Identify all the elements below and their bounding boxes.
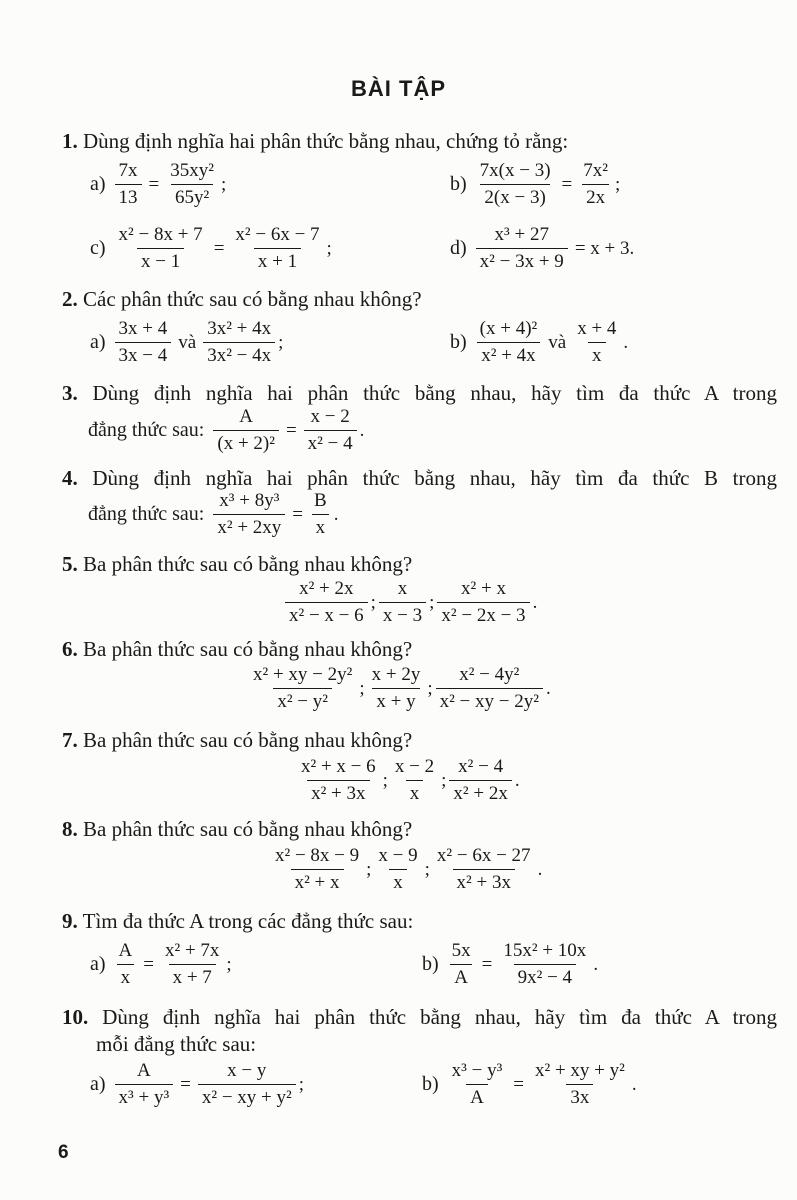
problem-3: 3. Dùng định nghĩa hai phân thức bằng nhau, hãy tìm đa thức A trong bbox=[62, 381, 777, 405]
problem-3-eq: đẳng thức sau: $\frac{A}{\text{(x + 2)²}}$ = $\frac{x - 2}{\text{x² − 4}}$ . bbox=[88, 406, 365, 454]
problem-6-eq: $\frac{\text{x² + xy − 2y²}}{\text{x² − y²}}$ ; $\frac{x + 2y}{x + y}$ ; $\frac{\text{x² − 4y²}}{\text{x² − xy − 2y²}}$ . bbox=[253, 664, 551, 712]
problem-7-eq: $\frac{\text{x² + x − 6}}{\text{x² + 3x}}$ ; $\frac{x - 2}{x}$ ; $\frac{\text{x² − 4}}{\text{x² + 2x}}$ . bbox=[301, 756, 520, 804]
problem-4: 4. Dùng định nghĩa hai phân thức bằng nhau, hãy tìm đa thức B trong bbox=[62, 466, 778, 490]
problem-2: 2. Các phân thức sau có bằng nhau không? bbox=[62, 287, 422, 311]
problem-10: 10. Dùng định nghĩa hai phân thức bằng nhau, hãy tìm đa thức A trong bbox=[62, 1005, 777, 1029]
problem-1c: c) $\frac{\text{x² − 8x + 7}}{x - 1}$ = $\frac{\text{x² − 6x − 7}}{x + 1}$ ; bbox=[90, 224, 332, 272]
problem-10-line2: mỗi đẳng thức sau: bbox=[96, 1032, 257, 1056]
problem-7: 7. Ba phân thức sau có bằng nhau không? bbox=[62, 728, 413, 752]
problem-2a: a) $\frac{3x + 4}{3x - 4}$ và $\frac{\text{3x² + 4x}}{\text{3x² − 4x}}$ ; bbox=[90, 318, 284, 366]
problem-8-eq: $\frac{\text{x² − 8x − 9}}{\text{x² + x}}$ ; $\frac{x - 9}{x}$ ; $\frac{\text{x² − 6x − 27}}{\text{x² + 3x}}$ . bbox=[275, 845, 543, 893]
problem-10b: b) $\frac{\text{x³ − y³}}{A}$ = $\frac{\text{x² + xy + y²}}{3x}$ . bbox=[422, 1060, 637, 1108]
problem-5-eq: $\frac{\text{x² + 2x}}{\text{x² − x − 6}}$ ; $\frac{x}{x - 3}$ ; $\frac{\text{x² + x}}{\text{x² − 2x − 3}}$ . bbox=[282, 578, 537, 627]
page-number: 6 bbox=[58, 1142, 69, 1163]
problem-9b: b) $\frac{5x}{A}$ = $\frac{\text{15x² + 10x}}{\text{9x² − 4}}$ . bbox=[422, 940, 599, 988]
problem-4-eq: đẳng thức sau: $\frac{\text{x³ + 8y³}}{\text{x² + 2xy}}$ = $\frac{B}{x}$ . bbox=[88, 490, 339, 538]
problem-8: 8. Ba phân thức sau có bằng nhau không? bbox=[62, 817, 413, 841]
problem-10a: a) $\frac{A}{\text{x³ + y³}}$ = $\frac{x - y}{\text{x² − xy + y²}}$ ; bbox=[90, 1060, 304, 1108]
problem-1d: d) $\frac{\text{x³ + 27}}{\text{x² − 3x + 9}}$ = x + 3. bbox=[450, 224, 635, 272]
problem-6: 6. Ba phân thức sau có bằng nhau không? bbox=[62, 637, 413, 661]
problem-1b: b) $\frac{7x(x - 3)}{2(x - 3)}$ = $\frac{\text{7x²}}{2x}$ ; bbox=[450, 160, 621, 208]
problem-5: 5. Ba phân thức sau có bằng nhau không? bbox=[62, 552, 413, 576]
problem-1a: a) $\frac{7x}{13}$ = $\frac{\text{35xy²}}{\text{65y²}}$ ; bbox=[90, 160, 227, 208]
problem-2b: b) $\frac{\text{(x + 4)²}}{\text{x² + 4x}}$ và $\frac{x + 4}{x}$ . bbox=[450, 318, 629, 366]
problem-9: 9. Tìm đa thức A trong các đẳng thức sau: bbox=[62, 909, 414, 933]
problem-9a: a) $\frac{A}{x}$ = $\frac{\text{x² + 7x}}{x + 7}$ ; bbox=[90, 940, 232, 988]
problem-1: 1. Dùng định nghĩa hai phân thức bằng nhau, chứng tỏ rằng: bbox=[62, 129, 569, 153]
page-title: BÀI TẬP bbox=[351, 76, 446, 101]
